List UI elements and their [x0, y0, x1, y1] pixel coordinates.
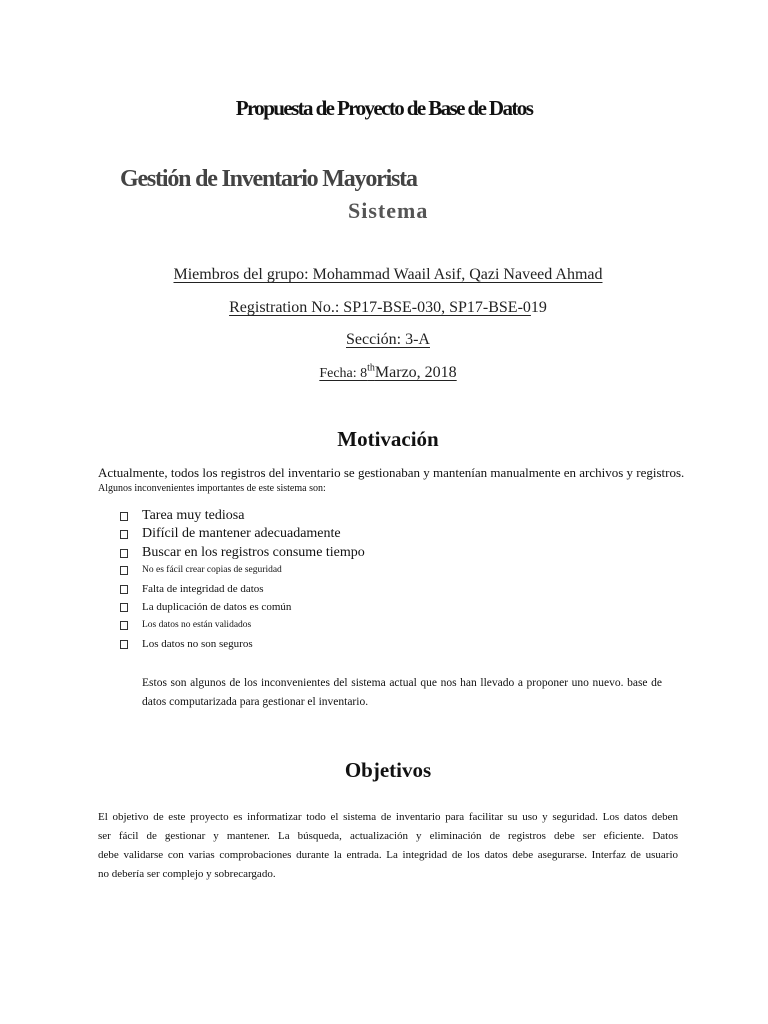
project-subtitle: Gestión de Inventario Mayorista — [120, 166, 417, 192]
section-line — [0, 331, 768, 349]
list-item — [120, 565, 282, 575]
list-item-text: No es fácil crear copias de seguridad — [142, 565, 282, 575]
paragraph-line: no debería ser complejo y sobrecargado. — [98, 868, 276, 880]
motivation-intro-small: Algunos inconvenientes importantes de este sistema son: — [98, 483, 326, 494]
section-text: Sección: 3-A — [346, 331, 430, 348]
paragraph-line: El objetivo de este proyecto es informatizar todo el sistema de inventario para facilitar su uso y seguridad. Los datos deben — [98, 811, 678, 823]
group-members-text: Miembros del grupo: Mohammad Waail Asif, Qazi Naveed Ahmad — [173, 266, 603, 283]
checkbox-icon — [120, 512, 128, 521]
list-item — [120, 620, 251, 630]
list-item-text: Difícil de mantener adecuadamente — [142, 526, 341, 541]
checkbox-icon — [120, 566, 128, 575]
motivation-closing-paragraph: Estos son algunos de los inconvenientes del sistema actual que nos han llevado a proponer uno nuevo. base de datos computarizada para gestionar el inventario. — [142, 677, 662, 708]
checkbox-icon — [120, 640, 128, 649]
paragraph-line: ser fácil de gestionar y mantener. La búsqueda, actualización y eliminación de registros debe ser eficiente. Datos — [98, 830, 678, 842]
list-item — [120, 583, 264, 595]
objectives-paragraph — [98, 808, 678, 884]
checkbox-icon — [120, 549, 128, 558]
list-item-text: Los datos no están validados — [142, 620, 252, 630]
list-item-text: Los datos no son seguros — [142, 638, 253, 650]
list-item-text: Tarea muy tediosa — [142, 508, 245, 523]
list-item — [120, 526, 341, 542]
paragraph-line: debe validarse con varias comprobaciones durante la entrada. La integridad de los datos debe asegurarse. Interfaz de usuario — [98, 849, 678, 861]
list-item-text: Buscar en los registros consume tiempo — [142, 545, 365, 560]
list-item-text: La duplicación de datos es común — [142, 601, 292, 613]
list-item-text: Falta de integridad de datos — [142, 583, 264, 595]
checkbox-icon — [120, 621, 128, 630]
checkbox-icon — [120, 603, 128, 612]
list-item — [120, 545, 365, 561]
date-text — [319, 364, 456, 381]
registration-line — [0, 299, 768, 317]
checkbox-icon — [120, 530, 128, 539]
date-value: Marzo, 2018 — [374, 364, 457, 382]
list-item — [120, 508, 244, 524]
list-item — [120, 601, 291, 613]
date-ordinal: th — [367, 363, 375, 374]
checkbox-icon — [120, 585, 128, 594]
motivation-intro: Actualmente, todos los registros del inventario se gestionaban y mantenían manualmente en archivos y registros. — [98, 465, 685, 480]
registration-tail: 19 — [530, 299, 547, 316]
document-title: Propuesta de Proyecto de Base de Datos — [235, 96, 533, 120]
date-line — [0, 363, 768, 382]
list-item — [120, 638, 253, 650]
project-subtitle-continued: Sistema — [348, 198, 429, 223]
registration-text: Registration No.: SP17-BSE-030, SP17-BSE-0 — [229, 299, 531, 316]
group-members-line — [0, 266, 768, 284]
date-label: Fecha: 8 — [319, 366, 368, 382]
objectives-heading: Objetivos — [344, 758, 432, 782]
motivation-heading: Motivación — [337, 427, 439, 451]
